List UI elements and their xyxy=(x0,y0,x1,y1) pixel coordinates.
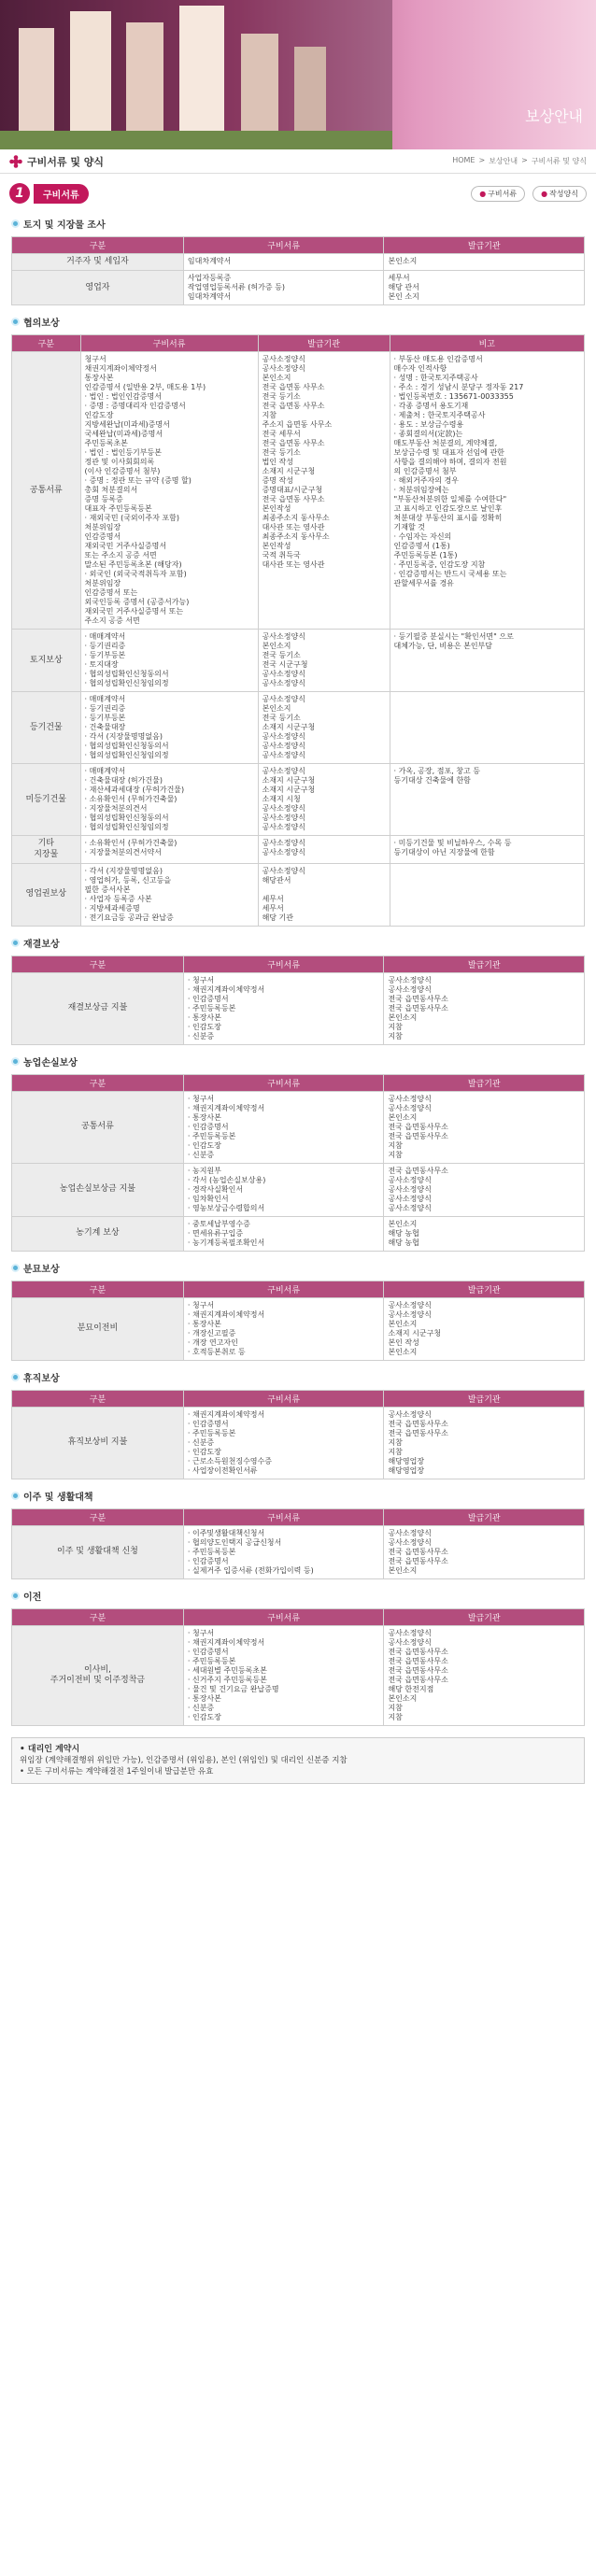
row-category: 영업권보상 xyxy=(12,863,81,926)
bullet-icon xyxy=(11,1373,20,1381)
row-category: 이주 및 생활대책 신청 xyxy=(12,1525,184,1578)
section-title xyxy=(11,1370,585,1384)
row-category: 등기건물 xyxy=(12,692,81,764)
bullet-icon xyxy=(11,318,20,326)
section-title-text: 농업손실보상 xyxy=(23,1057,78,1069)
table-cell xyxy=(390,863,584,926)
table-cell: 공사소정양식 공사소정양식 전국 읍면동사무소 전국 읍면동사무소 전국 읍면동사무소 전국 읍면동사무소 해당 한전지점 본인소지 지참 지참 xyxy=(384,1625,585,1725)
table-row xyxy=(12,972,585,1044)
header-banner xyxy=(0,0,596,149)
table-row xyxy=(12,630,585,692)
table-header-row xyxy=(12,955,585,972)
section-title xyxy=(11,1261,585,1275)
table-cell: · 미등기건물 및 비닐하우스, 수목 등 등기대상이 아닌 지장물에 한함 xyxy=(390,836,584,864)
documents-table xyxy=(11,1281,585,1361)
column-header: 구비서류 xyxy=(183,1390,384,1407)
bullet-icon xyxy=(11,939,20,947)
bullet-icon xyxy=(11,219,20,228)
section-title-text: 휴직보상 xyxy=(23,1373,60,1384)
column-header: 구분 xyxy=(12,1281,184,1297)
table-cell: 공사소정양식 공사소정양식 전국 읍면동사무소 전국 읍면동사무소 본인소지 xyxy=(384,1525,585,1578)
table-header-row xyxy=(12,1281,585,1297)
breadcrumb xyxy=(452,156,587,166)
forms-button-label: 작성양식 xyxy=(549,189,578,198)
section-title xyxy=(11,315,585,329)
table-cell: 공사소정양식 공사소정양식 전국 읍면동사무소 전국 읍면동사무소 본인소지 지참 지참 xyxy=(384,972,585,1044)
column-header: 구분 xyxy=(12,237,184,254)
section xyxy=(0,936,596,1045)
column-header: 구분 xyxy=(12,1608,184,1625)
table-cell: · 소유확인서 (무허가건축물) · 지장물처분의견서약서 xyxy=(80,836,258,864)
section-title xyxy=(11,1489,585,1503)
table-cell: 공사소정양식 전국 읍면동사무소 전국 읍면동사무소 지참 지참 해당영업장 해당영업장 xyxy=(384,1407,585,1479)
table-cell: · 청구서 · 채권지계좌이체약정서 · 통장사본 · 인감증명서 · 주민등록등본 · 인감도장 · 신분증 xyxy=(183,1091,384,1163)
table-row xyxy=(12,1091,585,1163)
breadcrumb-separator: > xyxy=(478,156,486,164)
table-row xyxy=(12,1407,585,1479)
section-title-text: 토지 및 지장물 조사 xyxy=(23,220,106,231)
table-cell: · 매매계약서 · 건축물대장 (허가건물) · 재산세과세대장 (무허가건물) · 소유확인서 (무허가건축물) · 지장물처분의견서 · 협의성립확인신청동의서 · 협의성립확인신청임의정 xyxy=(80,764,258,836)
section-tab-label: 구비서류 및 양식 xyxy=(27,155,105,168)
row-category: 재결보상금 지불 xyxy=(12,972,184,1044)
documents-table xyxy=(11,236,585,305)
section-title xyxy=(11,1054,585,1069)
doc-buttons xyxy=(471,186,587,202)
table-cell: 전국 읍면동사무소 공사소정양식 공사소정양식 공사소정양식 공사소정양식 xyxy=(384,1163,585,1216)
documents-table xyxy=(11,1390,585,1479)
bullet-icon xyxy=(11,1264,20,1272)
notice-line: • 모든 구비서류는 계약해결전 1주일이내 발급분만 유효 xyxy=(20,1766,214,1776)
row-category: 토지보상 xyxy=(12,630,81,692)
section-title-text: 분묘보상 xyxy=(23,1264,60,1275)
table-cell: 공사소정양식 본인소지 전국 등기소 전국 시군구청 공사소정양식 공사소정양식 xyxy=(258,630,390,692)
documents-button[interactable] xyxy=(471,186,525,202)
table-cell: · 각서 (지장물명명없음) · 영업허가, 등록, 신고등을 필한 증서사본 · 사업자 등록증 사본 · 지방세과세증명 · 전기요금등 공과금 완납증 xyxy=(80,863,258,926)
table-cell: · 가옥, 공장, 점포, 창고 등 등기대상 건축물에 한함 xyxy=(390,764,584,836)
row-category: 휴직보상비 지불 xyxy=(12,1407,184,1479)
column-header: 발급기관 xyxy=(384,1508,585,1525)
documents-table xyxy=(11,1508,585,1579)
table-header-row xyxy=(12,237,585,254)
notice-box xyxy=(11,1737,585,1785)
column-header: 구비서류 xyxy=(183,955,384,972)
page-title: 보상안내 xyxy=(525,107,583,125)
column-header: 구분 xyxy=(12,1074,184,1091)
section xyxy=(0,1054,596,1252)
row-category: 농기계 보상 xyxy=(12,1216,184,1251)
documents-table xyxy=(11,955,585,1045)
table-cell: 사업자등록증 작업영업등록서류 (허가증 등) 임대차계약서 xyxy=(183,271,384,305)
table-cell: 공사소정양식 공사소정양식 xyxy=(258,836,390,864)
table-cell: · 매매계약서 · 등기권리증 · 등기부등본 · 건축물대장 · 각서 (지장물명명없음) · 협의성립확인신청동의서 · 협의성립확인신청임의정 xyxy=(80,692,258,764)
row-category: 미등기건물 xyxy=(12,764,81,836)
column-header: 구분 xyxy=(12,955,184,972)
forms-button[interactable] xyxy=(532,186,587,202)
table-header-row xyxy=(12,335,585,352)
row-category: 영업자 xyxy=(12,271,184,305)
table-row xyxy=(12,764,585,836)
table-header-row xyxy=(12,1508,585,1525)
section xyxy=(0,1370,596,1479)
section xyxy=(0,1489,596,1579)
breadcrumb-home[interactable]: HOME xyxy=(452,156,475,164)
table-row xyxy=(12,692,585,764)
notice-title: • 대리인 계약시 xyxy=(20,1744,80,1754)
column-header: 발급기관 xyxy=(384,237,585,254)
table-cell: · 채권지계좌이체약정서 · 인감증명서 · 주민등록등본 · 신분증 · 인감도장 · 근로소득원천징수영수증 · 사업장이전확인서류 xyxy=(183,1407,384,1479)
section-title xyxy=(11,936,585,950)
table-cell: · 부동산 매도용 인감증명서 매수자 인적사항 · 성명 : 한국토지주택공사 · 주소 : 경기 성남시 분당구 정자동 217 · 법인등록번호 : 135671-0033355 · 각종 증명서 용도기재 · 제출처 : 한국토지주택공사 · 용도 : 보상금수령용 · 종회결의서(定款)는 매도부동산 처분결의, 계약체결, 보상금수령 및 대표자 선임에 관한 사항을 결의해야 하며, 결의자 전원 의 인감증명서 첨부 · 해외거주자의 경우 · 처분위임장에는 "부동산처분위한 일체를 수여한다" 고 표시하고 인감도장으로 날인후 처분대상 부동산의 표시를 정확히 기재할 것 · 수임자는 자신의 인감증명서 (1통) 주민등록등본 (1통) · 주민등록증, 인감도장 지참 · 인감증명서는 반드시 국세용 또는 관할세무서를 경유 xyxy=(390,352,584,630)
table-header-row xyxy=(12,1074,585,1091)
table-cell: 공사소정양식 공사소정양식 본인소지 소재지 시군구청 본인 작성 본인소지 xyxy=(384,1297,585,1360)
breadcrumb-compensation[interactable]: 보상안내 xyxy=(489,157,518,165)
documents-table xyxy=(11,1608,585,1726)
table-cell: 임대차계약서 xyxy=(183,254,384,271)
column-header: 구비서류 xyxy=(183,1508,384,1525)
table-cell: · 청구서 · 채권지계좌이체약정서 · 인감증명서 · 주민등록등본 · 세대원별 주민등록초본 · 신거주지 주민등록등본 · 물건 및 건기요금 완납증명 · 통장사본 · 신분증 · 인감도장 xyxy=(183,1625,384,1725)
column-header: 발급기관 xyxy=(384,1281,585,1297)
table-row xyxy=(12,1297,585,1360)
documents-table xyxy=(11,1074,585,1252)
table-cell: · 등기필증 분실시는 "확인서면" 으로 대체가능, 단, 비용은 본인부담 xyxy=(390,630,584,692)
column-header: 구비서류 xyxy=(183,1281,384,1297)
notice-line: 위임장 (계약해결행위 위임만 가능), 인감증명서 (위임용), 본인 (위임인) 및 대리인 신분증 지참 xyxy=(20,1755,348,1765)
column-header: 구비서류 xyxy=(80,335,258,352)
section xyxy=(0,315,596,927)
section-number: 1 xyxy=(9,183,30,204)
table-row xyxy=(12,352,585,630)
flower-icon xyxy=(9,155,22,168)
row-category: 거주자 및 세입자 xyxy=(12,254,184,271)
column-header: 구분 xyxy=(12,1390,184,1407)
subtitle: 구비서류 xyxy=(34,184,89,204)
table-cell xyxy=(390,692,584,764)
column-header: 구비서류 xyxy=(183,237,384,254)
table-header-row xyxy=(12,1390,585,1407)
column-header: 발급기관 xyxy=(384,1390,585,1407)
section-title-text: 협의보상 xyxy=(23,318,60,330)
breadcrumb-current: 구비서류 및 양식 xyxy=(531,157,587,165)
table-cell: 본인소지 해당 농협 해당 농협 xyxy=(384,1216,585,1251)
documents-button-label: 구비서류 xyxy=(488,189,518,198)
section-tab xyxy=(9,154,104,169)
row-category: 농업손실보상금 지불 xyxy=(12,1163,184,1216)
nav-bar xyxy=(0,149,596,174)
table-row xyxy=(12,271,585,305)
apartment-towers-image xyxy=(0,0,392,149)
section xyxy=(0,1261,596,1361)
table-cell: 공사소정양식 공사소정양식 본인소지 전국 읍면동 사무소 전국 등기소 전국 읍면동 사무소 지참 주소지 읍면동 사무소 전국 세무서 전국 읍면동 사무소 전국 등기소 법인 작성 소재지 시군구청 증명 작성 증명대표/시군구청 전국 읍면동 사무소 본인작성 최종주소지 동사무소 대사관 또는 영사관 최종주소지 동사무소 본인작성 국적 취득국 대사관 또는 영사관 xyxy=(258,352,390,630)
row-category: 분묘이전비 xyxy=(12,1297,184,1360)
column-header: 발급기관 xyxy=(384,955,585,972)
column-header: 발급기관 xyxy=(384,1074,585,1091)
table-cell: 공사소정양식 소재지 시군구청 소재지 시군구청 소재지 시청 공사소정양식 공사소정양식 공사소정양식 xyxy=(258,764,390,836)
table-cell: · 농지원부 · 각서 (농업손실보상용) · 경작사실확인서 · 임차확인서 · 영농보상금수령합의서 xyxy=(183,1163,384,1216)
table-cell: 청구서 채권지계좌이체약정서 통장사본 인감증명서 (일반용 2부, 매도용 1부) · 법인 : 법인인감증명서 · 증명 : 증명대리자 인감증명서 인감도장 지방세완납(미과세)증명서 국세완납(미과세)증명서 주민등록초본 · 법인 : 법인등기부등본 정관 및 이사회회의록 (이사 인감증명서 첨부) · 증명 : 정관 또는 규약 (증명 할) 총회 처분결의서 증명 등록증 대표자 주민등록등본 · 재외국민 (국외이주자 포함) 처분위임장 인감증명서 재외국민 거주사실증명서 또는 주소지 공증 서면 말소된 주민등록초본 (해당자) · 외국인 (외국국적취득자 포함) 처분위임장 인감증명서 또는 외국인등록 증명서 (공증서가능) 재외국민 거주사실증명서 또는 주소지 공증 서면 xyxy=(80,352,258,630)
table-cell: · 중토세납부영수증 · 면세유류구입증 · 농기계등록필조확인서 xyxy=(183,1216,384,1251)
table-cell: 본인소지 xyxy=(384,254,585,271)
section-title xyxy=(11,217,585,231)
breadcrumb-separator: > xyxy=(521,156,528,164)
sections-container xyxy=(0,217,596,1726)
bullet-icon xyxy=(11,1592,20,1600)
table-cell: 공사소정양식 본인소지 전국 등기소 소재지 시군구청 공사소정양식 공사소정양식 공사소정양식 xyxy=(258,692,390,764)
row-category: 기타 지장물 xyxy=(12,836,81,864)
table-cell: 공사소정양식 공사소정양식 본인소지 전국 읍면동사무소 전국 읍면동사무소 지참 지참 xyxy=(384,1091,585,1163)
section-title-text: 이전 xyxy=(23,1592,42,1603)
table-row xyxy=(12,863,585,926)
row-category: 이사비, 주거이전비 및 이주정착금 xyxy=(12,1625,184,1725)
section xyxy=(0,1589,596,1726)
section-title-text: 이주 및 생활대책 xyxy=(23,1492,93,1503)
table-cell: · 매매계약서 · 등기권리증 · 등기부등본 · 토지대장 · 협의성립확인신청동의서 · 협의성립확인신청임의정 xyxy=(80,630,258,692)
column-header: 구비서류 xyxy=(183,1608,384,1625)
column-header: 발급기관 xyxy=(258,335,390,352)
table-row xyxy=(12,1163,585,1216)
documents-table xyxy=(11,334,585,927)
column-header: 구분 xyxy=(12,1508,184,1525)
section xyxy=(0,217,596,305)
bullet-icon xyxy=(11,1057,20,1066)
table-cell: · 청구서 · 채권지계좌이체약정서 · 인감증명서 · 주민등록등본 · 통장사본 · 인감도장 · 신분증 xyxy=(183,972,384,1044)
row-category: 공통서류 xyxy=(12,1091,184,1163)
table-cell: 공사소정양식 해당관서 세무서 세무서 해당 기관 xyxy=(258,863,390,926)
row-category: 공통서류 xyxy=(12,352,81,630)
section-title-text: 재결보상 xyxy=(23,939,60,950)
table-row xyxy=(12,1216,585,1251)
table-row xyxy=(12,254,585,271)
column-header: 비고 xyxy=(390,335,584,352)
section-title xyxy=(11,1589,585,1603)
sub-header xyxy=(0,174,596,207)
table-row xyxy=(12,836,585,864)
column-header: 구분 xyxy=(12,335,81,352)
column-header: 발급기관 xyxy=(384,1608,585,1625)
table-row xyxy=(12,1625,585,1725)
subtitle-pill xyxy=(9,183,89,204)
bullet-icon xyxy=(11,1492,20,1500)
dot-icon: ● xyxy=(479,189,487,198)
column-header: 구비서류 xyxy=(183,1074,384,1091)
table-cell: · 청구서 · 채권지계좌이체약정서 · 통장사본 · 개장신고필증 · 개장 연고자인 · 호적등본취로 등 xyxy=(183,1297,384,1360)
table-header-row xyxy=(12,1608,585,1625)
table-row xyxy=(12,1525,585,1578)
table-cell: · 이주및생활대책신청서 · 협의양도인택지 공급신청서 · 주민등록등본 · 인감증명서 · 실제거주 입증서류 (전화가입이력 등) xyxy=(183,1525,384,1578)
table-cell: 세무서 해당 관서 본인 소지 xyxy=(384,271,585,305)
dot-icon: ● xyxy=(541,189,548,198)
